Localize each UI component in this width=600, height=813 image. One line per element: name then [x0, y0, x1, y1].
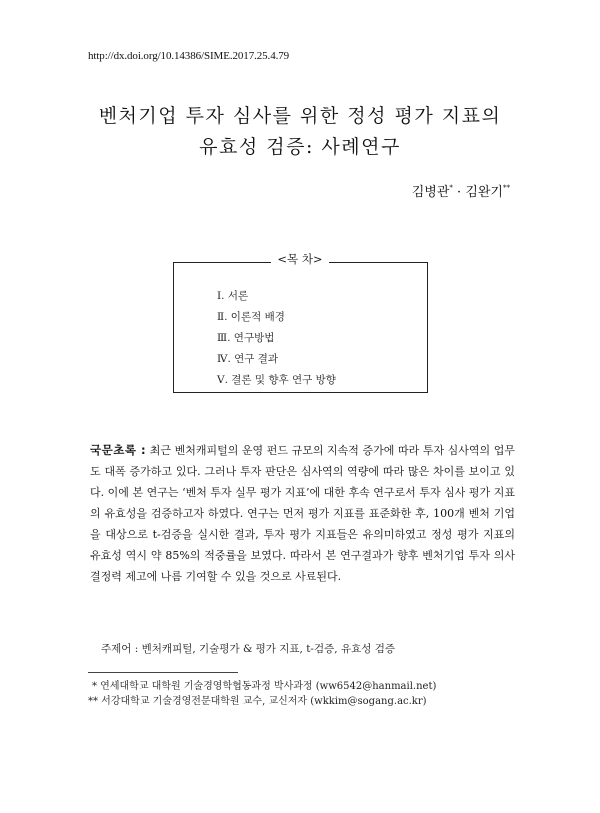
- keywords: 주제어 : 벤처캐피털, 기술평가 & 평가 지표, t-검증, 유효성 검증: [101, 643, 395, 655]
- author-name: 김병관: [411, 185, 450, 200]
- author-footnote-mark: **: [503, 184, 510, 192]
- abstract-text: 최근 벤처캐피털의 운영 펀드 규모의 지속적 증가에 따라 투자 심사역의 업무도 대폭 증가하고 있다. 그러나 투자 판단은 심사역의 역량에 따라 많은 차이를 보이고 있다. 이에 본 연구는 ‘벤처 투자 실무 평가 지표’에 대한 후속 연구로서 투자 심사 평가 지표의 유효성을 검증하고자 하였다. 연구는 먼저 평가 지표를 표준화한 후, 100개 벤처 기업을 대상으로 t-검증을 실시한 결과, 투자 평가 지표들은 유의미하였고 정성 평가 지표의 유효성 역시 약 85%의 적중률을 보였다. 따라서 본 연구결과가 향후 벤처기업 투자 의사 결정력 제고에 나름 기여할 수 있을 것으로 사료된다.: [90, 444, 515, 583]
- toc-item: Ⅳ. 연구 결과: [217, 353, 279, 365]
- footnote-author-1: * 연세대학교 대학원 기술경영학협동과정 박사과정 (ww6542@hanmail.net): [92, 681, 437, 692]
- toc-item: Ⅱ. 이론적 배경: [217, 311, 285, 323]
- abstract-label: 국문초록 :: [90, 443, 147, 457]
- toc-item: Ⅲ. 연구방법: [217, 332, 275, 344]
- toc-heading: [0, 251, 600, 267]
- footnote-divider: [88, 672, 238, 673]
- paper-title-line-1: 벤처기업 투자 심사를 위한 정성 평가 지표의: [98, 105, 502, 127]
- author-list: [412, 181, 510, 200]
- author-separator: ·: [452, 185, 466, 200]
- footnote-author-2: ** 서강대학교 기술경영전문대학원 교수, 교신저자 (wkkim@sogang.ac.kr): [88, 696, 427, 707]
- toc-item: Ⅴ. 결론 및 향후 연구 방향: [217, 374, 336, 386]
- abstract: [90, 440, 515, 587]
- toc-list: [217, 289, 336, 394]
- author-footnote-mark: *: [449, 184, 453, 192]
- toc-heading-text: <목 차>: [271, 252, 328, 266]
- paper-title-line-2: 유효성 검증: 사례연구: [199, 136, 401, 158]
- doi-link[interactable]: http://dx.doi.org/10.14386/SIME.2017.25.4.79: [88, 50, 290, 62]
- author-name: 김완기: [465, 185, 503, 200]
- toc-item: Ⅰ. 서론: [217, 290, 249, 302]
